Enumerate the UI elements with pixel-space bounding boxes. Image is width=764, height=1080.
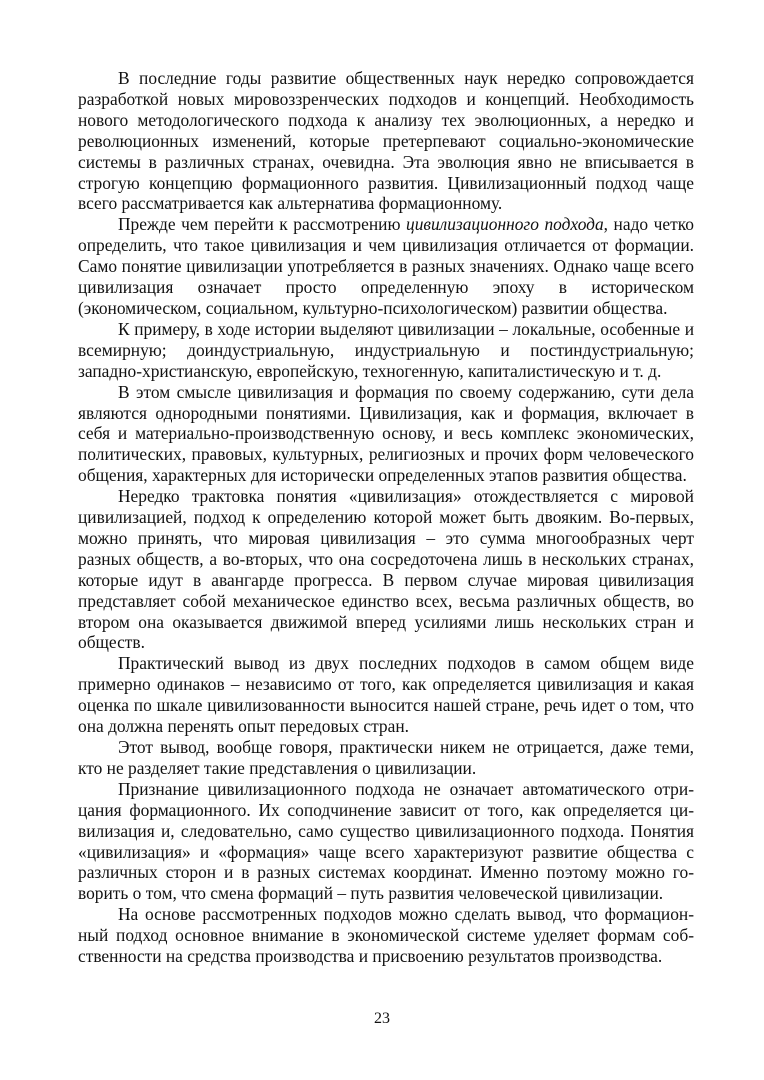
paragraph-6: Практический вывод из двух последних подходов в самом общем виде примерно одинаков – независимо от того, как определяется цивилизация и какая оценка по шкале цивилизованности выносится нашей стране, речь идет о том, что она должна перенять опыт передовых стран.: [78, 653, 694, 737]
paragraph-3: К примеру, в ходе истории выделяют цивилизации – локальные, особенные и всемирную; доиндустриальную, индустриальную и постиндустриальную; западно-христианскую, европейскую, техногенную, капиталистическую и т. д.: [78, 318, 694, 381]
page-number: 23: [374, 1010, 390, 1027]
paragraph-2-rest: , надо четко определить, что такое цивилизация и чем цивилизация отличается от формации. Само понятие цивилизации употребляется в разных значениях. Однако чаще всего цивилизация означает просто определенную эпоху в историческом (экономическом, социальном, культурно-психологическом) развитии общества.: [78, 214, 694, 318]
paragraph-9: На основе рассмотренных подходов можно сделать вывод, что формационный подход основное внимание в экономической системе уделяет формам собственности на средства производства и присвоению результатов производства.: [78, 904, 694, 967]
page-body: [78, 68, 694, 967]
paragraph-2: [78, 214, 694, 319]
paragraph-8: Признание цивилизационного подхода не означает автоматического отрицания формационного. Их соподчинение зависит от того, как определяется цивилизация и, следовательно, само существо цивилизационного подхода. Понятия «цивилизация» и «формация» чаще всего характеризуют развитие общества с различных сторон и в разных системах координат. Именно поэтому можно говорить о том, что смена формаций – путь развития человеческой цивилизации.: [78, 778, 694, 904]
paragraph-4: В этом смысле цивилизация и формация по своему содержанию, сути дела являются однородными понятиями. Цивилизация, как и формация, включает в себя и материально-производственную основу, и весь комплекс экономических, политических, правовых, культурных, религиозных и прочих форм человеческого общения, характерных для исторически определенных этапов развития общества.: [78, 381, 694, 486]
paragraph-2-emphasis: цивилизационного подхода: [406, 214, 604, 235]
paragraph-2-lead: Прежде чем перейти к рассмотрению: [118, 214, 406, 235]
paragraph-7: Этот вывод, вообще говоря, практически никем не отрицается, даже теми, кто не разделяет такие представления о цивилизации.: [78, 737, 694, 778]
paragraph-1: В последние годы развитие общественных наук нередко сопровождается разработкой новых мировоззренческих подходов и концепций. Необходимость нового методологического подхода к анализу тех эволюционных, а нередко и революционных изменений, которые претерпевают социально-экономические системы в различных странах, очевидна. Эта эволюция явно не вписывается в строгую концепцию формационного развития. Цивилизационный подход чаще всего рассматривается как альтернатива формационному.: [78, 68, 694, 214]
paragraph-5: Нередко трактовка понятия «цивилизация» отождествляется с мировой цивилизацией, подход к определению которой может быть двояким. Во-первых, можно принять, что мировая цивилизация – это сумма многообразных черт разных обществ, а во-вторых, что она сосредоточена лишь в нескольких странах, которые идут в авангарде прогресса. В первом случае мировая цивилизация представляет собой механическое единство всех, весьма различных обществ, во втором она оказывается движимой вперед усилиями лишь нескольких стран и обществ.: [78, 486, 694, 653]
